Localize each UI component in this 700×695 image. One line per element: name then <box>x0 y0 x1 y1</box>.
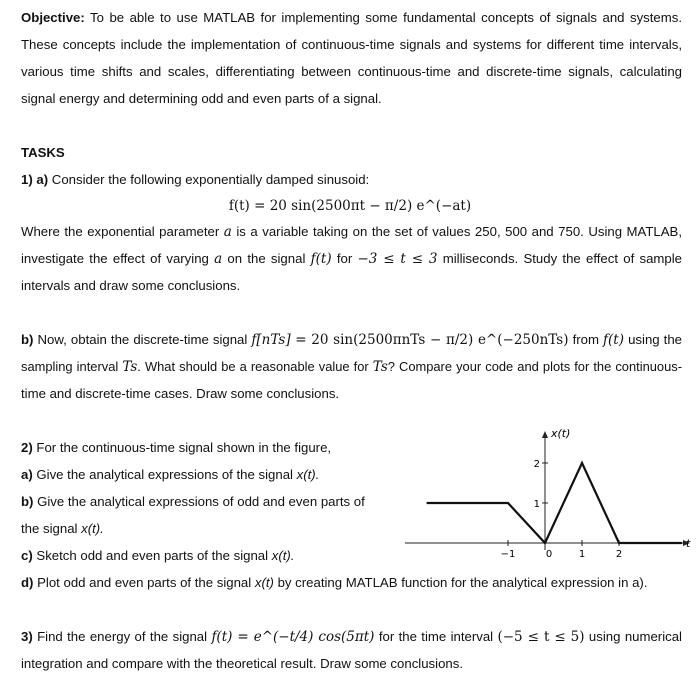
task-3-line-1: 3) Find the energy of the signal f(t) = e^(−t/4) cos(5πt) for the time interval (−5 ≤ t ≤ 5) using numerical <box>21 629 682 645</box>
objective-line-4: signal energy and determining odd and even parts of a signal. <box>21 91 382 106</box>
y-axis-arrow <box>542 431 548 438</box>
task-1b-line-3: time and discrete-time cases. Draw some conclusions. <box>21 386 340 401</box>
task-2a: a) Give the analytical expressions of the signal x(t). <box>21 467 320 482</box>
task-2-label: 2) <box>21 440 33 455</box>
task-1b-label: b) <box>21 332 34 347</box>
task-1a-intro: 1) a) Consider the following exponentially damped sinusoid: <box>21 172 370 187</box>
x-tick-label: −1 <box>500 549 516 560</box>
task-1b-line-1: b) Now, obtain the discrete-time signal f[nTs] = 20 sin(2500πnTs − π/2) e^(−250nTs) from f(t) using the <box>21 332 683 348</box>
task-1a-line-3: intervals and draw some conclusions. <box>21 278 241 293</box>
task-3-line-2: integration and compare with the theoretical result. Draw some conclusions. <box>21 656 464 671</box>
objective-line-1: Objective: To be able to use MATLAB for implementing some fundamental concepts of signals and systems. <box>21 10 682 25</box>
sampling-interval: Ts <box>122 359 138 375</box>
task-1b-line-2: sampling interval Ts. What should be a reasonable value for Ts? Compare your code and plots for the continuous- <box>21 359 683 375</box>
task-2b-line-2: the signal x(t). <box>21 521 104 536</box>
task-2c: c) Sketch odd and even parts of the signal x(t). <box>21 548 295 563</box>
task-1a-line-1: Where the exponential parameter a is a variable taking on the set of values 250, 500 and 750. Using MATLAB, <box>21 224 683 240</box>
x-tick-label: 0 <box>545 549 553 560</box>
x-tick-label: 2 <box>615 549 623 560</box>
x-axis-label: t <box>686 537 691 550</box>
discrete-signal: f[nTs] <box>251 332 291 348</box>
x-tick-label: 1 <box>578 549 586 560</box>
var-a: a <box>223 224 232 240</box>
task-2b-line-1: b) Give the analytical expressions of odd and even parts of <box>21 494 365 509</box>
tasks-heading: TASKS <box>21 145 65 160</box>
task-3-interval: (−5 ≤ t ≤ 5) <box>497 629 585 645</box>
y-axis-label: x(t) <box>551 427 571 440</box>
objective-label: Objective: <box>21 10 85 25</box>
objective-line-3: various time shifts and scales, differentiating between continuous-time and discrete-time signals, calculating <box>21 64 682 79</box>
y-tick-label: 1 <box>533 499 540 510</box>
signal-figure <box>400 420 700 560</box>
task-2d: d) Plot odd and even parts of the signal x(t) by creating MATLAB function for the analytical expression in a). <box>21 575 648 590</box>
objective-line-2: These concepts include the implementation of continuous-time signals and systems for different time intervals, <box>21 37 682 52</box>
task-2-intro: 2) For the continuous-time signal shown in the figure, <box>21 440 332 455</box>
discrete-signal-rhs: = 20 sin(2500πnTs − π/2) e^(−250nTs) <box>290 332 569 348</box>
f-of-t: f(t) <box>310 251 332 267</box>
signal-line <box>427 463 682 543</box>
task-1a-equation <box>0 192 700 220</box>
task-1a-equation-text: f(t) = 20 sin(2500πt − π/2) e^(−at) <box>228 198 472 214</box>
task-3-equation: f(t) = e^(−t/4) cos(5πt) <box>211 629 375 645</box>
task-1a-line-2: investigate the effect of varying a on the signal f(t) for −3 ≤ t ≤ 3 milliseconds. Study the effect of sample <box>21 251 682 267</box>
task-3-label: 3) <box>21 629 33 644</box>
time-range: −3 ≤ t ≤ 3 <box>357 251 438 267</box>
y-tick-label: 2 <box>533 459 540 470</box>
task-1a-label: 1) a) <box>21 172 49 187</box>
